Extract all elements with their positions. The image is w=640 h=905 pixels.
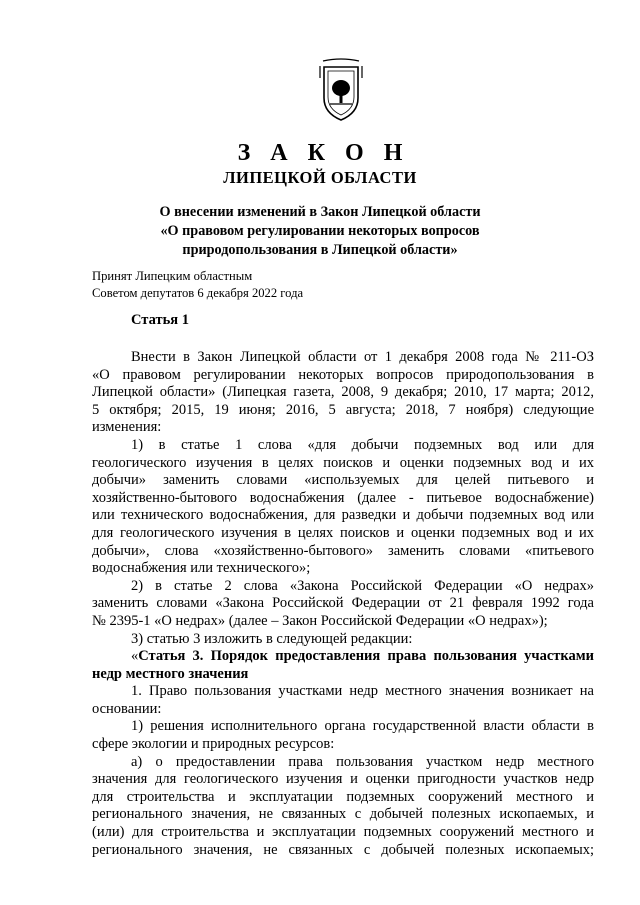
body-line: основании:: [92, 700, 162, 717]
body-line: [92, 648, 594, 666]
body-line: изменения:: [92, 419, 162, 436]
adoption-note: [92, 268, 303, 302]
body-line: водоснабжения или технического»;: [92, 560, 311, 577]
body-line: Липецкой области» (Липецкая газета, 2008, 9 декабря; 2010, 17 марта; 2012,: [92, 384, 594, 401]
subtitle-line: О внесении изменений в Закон Липецкой области: [159, 204, 481, 220]
body-line: геологического изучения в целях поисков и оценки подземных вод и их: [92, 454, 594, 471]
law-subtitle: [0, 203, 640, 260]
body-line: значения для геологического изучения и оценки пригодности участков недр: [92, 771, 594, 788]
body-line: регионального значения, не связанных с добычей полезных ископаемых, и: [92, 806, 594, 823]
subtitle-line: природопользования в Липецкой области»: [182, 242, 458, 258]
body-line: № 2395-1 «О недрах» (далее – Закон Российской Федерации «О недрах»);: [92, 612, 548, 629]
body-line: недр местного значения: [92, 665, 249, 682]
body-line: 1. Право пользования участками недр местного значения возникает на: [131, 683, 594, 700]
article-heading: Статья 1: [131, 312, 189, 328]
law-body: [92, 349, 594, 859]
body-line: а) о предоставлении права пользования участком недр местного: [131, 753, 594, 770]
body-line: (или) для строительства и эксплуатации подземных сооружений местного и: [92, 824, 594, 841]
body-line: 3) статью 3 изложить в следующей редакции:: [131, 630, 413, 647]
region-title: ЛИПЕЦКОЙ ОБЛАСТИ: [223, 168, 417, 187]
body-line: Внести в Закон Липецкой области от 1 декабря 2008 года № 211-ОЗ: [131, 349, 594, 365]
body-line: для геологического изучения в целях поисков и оценки подземных вод и их: [92, 524, 594, 541]
body-line: 2) в статье 2 слова «Закона Российской Федерации «О недрах»: [131, 577, 594, 594]
coat-of-arms-icon: [318, 58, 364, 124]
open-quote: «: [131, 648, 139, 665]
article-3-heading: Статья 3. Порядок предоставления права пользования участками: [138, 648, 594, 665]
body-line: 1) решения исполнительного органа государственной власти области в: [131, 718, 594, 735]
body-line: хозяйственно-бытового водоснабжения (далее - питьевое водоснабжение): [92, 489, 594, 506]
body-line: или технического водоснабжения, для разведки и добычи подземных вод или: [92, 507, 594, 524]
body-line: сфере экологии и природных ресурсов:: [92, 736, 335, 753]
body-line: добычи», слова «хозяйственно-бытового» заменить словами «питьевого: [92, 542, 594, 559]
body-line: 1) в статье 1 слова «для добычи подземных вод или для: [131, 436, 594, 453]
body-line: «О правовом регулировании некоторых вопросов природопользования в: [92, 366, 594, 383]
body-line: регионального значения, не связанных с добычей полезных ископаемых;: [92, 841, 594, 858]
adoption-line: Принят Липецким областным: [92, 269, 253, 283]
body-line: добычи» заменить словами «используемых для целей питьевого и: [92, 472, 594, 489]
body-line: для строительства и эксплуатации подземных сооружений местного и: [92, 788, 594, 805]
body-line: заменить словами «Закона Российской Федерации от 21 февраля 1992 года: [92, 595, 594, 612]
subtitle-line: «О правовом регулировании некоторых вопросов: [160, 223, 480, 239]
body-line: 5 октября; 2015, 19 июня; 2016, 5 августа; 2018, 7 ноября) следующие: [92, 401, 594, 418]
law-title: З А К О Н: [237, 140, 410, 166]
adoption-line: Советом депутатов 6 декабря 2022 года: [92, 286, 304, 300]
